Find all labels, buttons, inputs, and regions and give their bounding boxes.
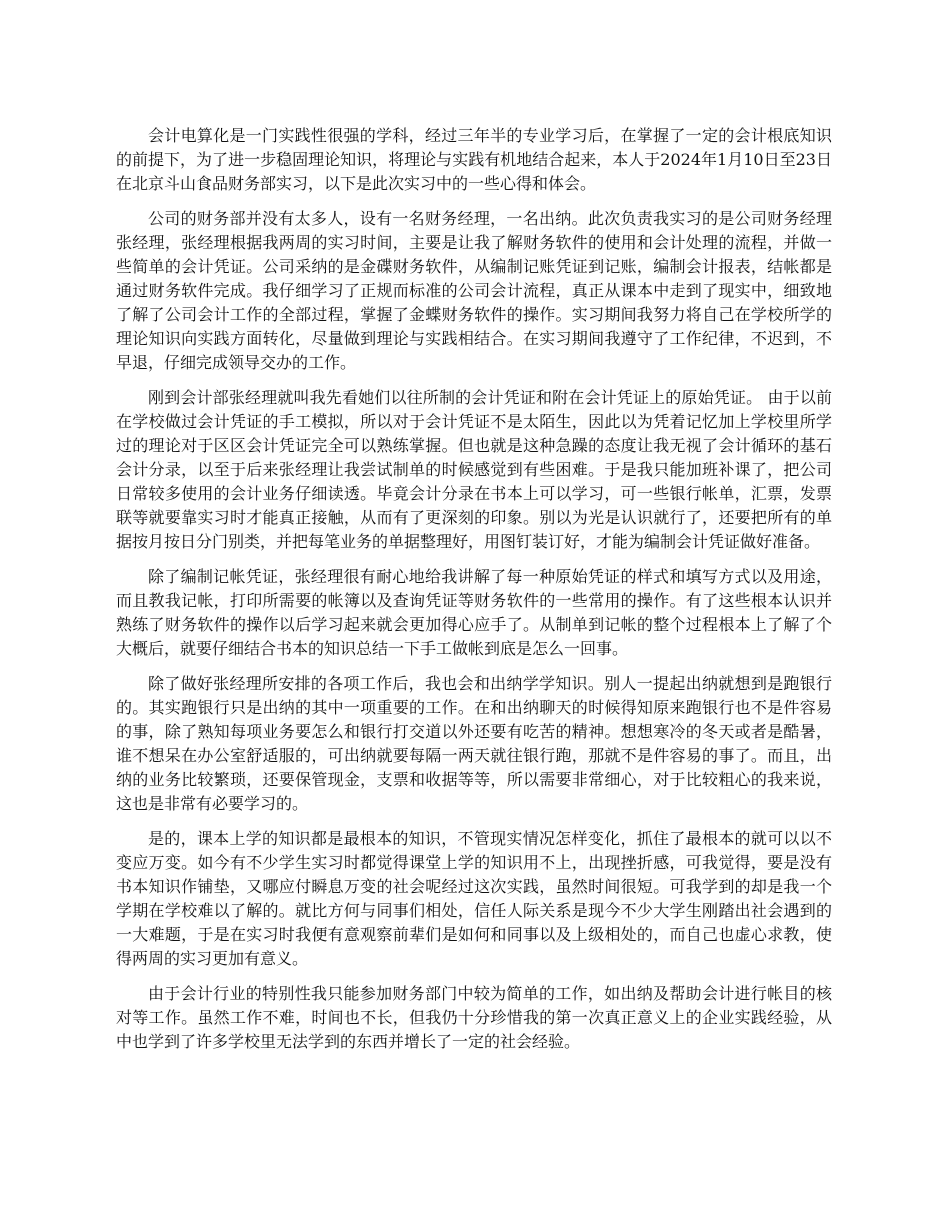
document-body bbox=[116, 124, 832, 1065]
paragraph-6: 是的，课本上学的知识都是最根本的知识，不管现实情况怎样变化，抓住了最根本的就可以以不变应万变。如今有不少学生实习时都觉得课堂上学的知识用不上，出现挫折感，可我觉得，要是没有书本知识作铺垫，又哪应付瞬息万变的社会呢经过这次实践，虽然时间很短。可我学到的却是我一个学期在学校难以了解的。就比方何与同事们相处，信任人际关系是现今不少大学生刚踏出社会遇到的一大难题，于是在实习时我便有意观察前辈们是如何和同事以及上级相处的，而自己也虚心求教，使得两周的实习更加有意义。 bbox=[116, 829, 832, 968]
paragraph-2: 公司的财务部并没有太多人，设有一名财务经理，一名出纳。此次负责我实习的是公司财务经理张经理，张经理根据我两周的实习时间，主要是让我了解财务软件的使用和会计处理的流程，并做一些简单的会计凭证。公司采纳的是金碟财务软件，从编制记账凭证到记账，编制会计报表，结帐都是通过财务软件完成。我仔细学习了正规而标准的公司会计流程，真正从课本中走到了现实中，细致地了解了公司会计工作的全部过程，掌握了金蝶财务软件的操作。实习期间我努力将自己在学校所学的理论知识向实践方面转化，尽量做到理论与实践相结合。在实习期间我遵守了工作纪律，不迟到，不早退，仔细完成领导交办的工作。 bbox=[116, 209, 832, 372]
paragraph-3: 刚到会计部张经理就叫我先看她们以往所制的会计凭证和附在会计凭证上的原始凭证。 由于以前在学校做过会计凭证的手工模拟，所以对于会计凭证不是太陌生，因此以为凭着记忆加上学校里所学过的理论对于区区会计凭证完全可以熟练掌握。但也就是这种急躁的态度让我无视了会计循环的基石会计分录，以至于后来张经理让我尝试制单的时候感觉到有些困难。于是我只能加班补课了，把公司日常较多使用的会计业务仔细读透。毕竟会计分录在书本上可以学习，可一些银行帐单，汇票，发票联等就要靠实习时才能真正接触，从而有了更深刻的印象。别以为光是认识就行了，还要把所有的单据按月按日分门别类，并把每笔业务的单据整理好，用图钉装订好，才能为编制会计凭证做好准备。 bbox=[116, 388, 832, 551]
paragraph-7: 由于会计行业的特别性我只能参加财务部门中较为简单的工作，如出纳及帮助会计进行帐目的核对等工作。虽然工作不难，时间也不长，但我仍十分珍惜我的第一次真正意义上的企业实践经验，从中也学到了许多学校里无法学到的东西并增长了一定的社会经验。 bbox=[116, 984, 832, 1051]
paragraph-4: 除了编制记帐凭证，张经理很有耐心地给我讲解了每一种原始凭证的样式和填写方式以及用途，而且教我记帐，打印所需要的帐簿以及查询凭证等财务软件的一些常用的操作。有了这些根本认识并熟练了财务软件的操作以后学习起来就会更加得心应手了。从制单到记帐的整个过程根本上了解了个大概后，就要仔细结合书本的知识总结一下手工做帐到底是怎么一回事。 bbox=[116, 567, 832, 658]
paragraph-5: 除了做好张经理所安排的各项工作后，我也会和出纳学学知识。别人一提起出纳就想到是跑银行的。其实跑银行只是出纳的其中一项重要的工作。在和出纳聊天的时候得知原来跑银行也不是件容易的事，除了熟知每项业务要怎么和银行打交道以外还要有吃苦的精神。想想寒冷的冬天或者是酷暑，谁不想呆在办公室舒适服的，可出纳就要每隔一两天就往银行跑，那就不是件容易的事了。而且，出纳的业务比较繁琐，还要保管现金，支票和收据等等，所以需要非常细心，对于比较粗心的我来说，这也是非常有必要学习的。 bbox=[116, 674, 832, 813]
paragraph-1: 会计电算化是一门实践性很强的学科，经过三年半的专业学习后，在掌握了一定的会计根底知识的前提下，为了进一步稳固理论知识，将理论与实践有机地结合起来，本人于2024年1月10日至23日在北京斗山食品财务部实习，以下是此次实习中的一些心得和体会。 bbox=[116, 126, 832, 193]
